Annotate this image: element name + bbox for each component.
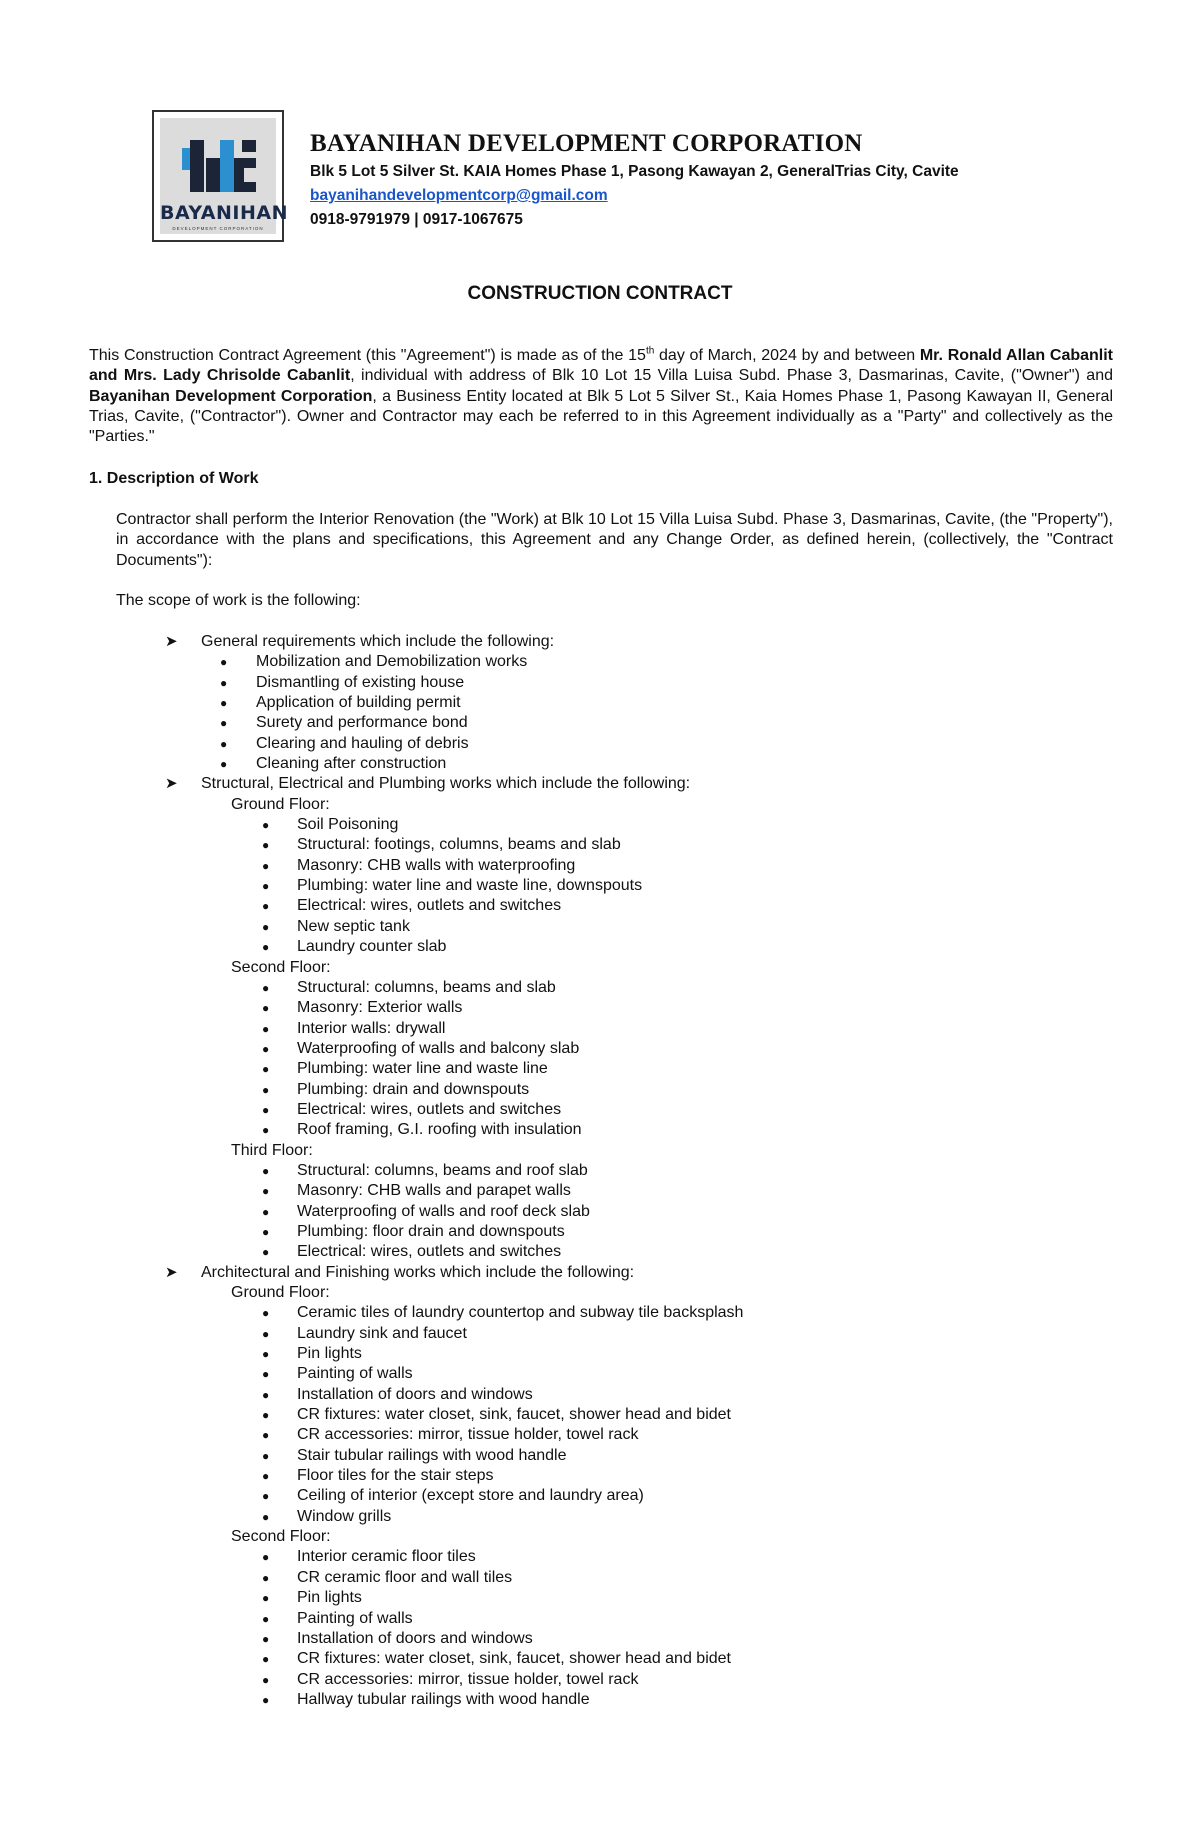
bullet-icon: ● — [262, 1347, 270, 1362]
list-item: ● Interior ceramic floor tiles — [0, 1547, 1200, 1567]
bullet-icon: ● — [262, 1408, 270, 1423]
bullet-icon: ● — [262, 1204, 270, 1219]
floor-label: Second Floor: — [231, 1528, 331, 1546]
list-item: ● CR ceramic floor and wall tiles — [0, 1568, 1200, 1588]
list-item: ● CR accessories: mirror, tissue holder, towel rack — [0, 1425, 1200, 1445]
floor-label: Third Floor: — [231, 1141, 313, 1159]
bullet-icon: ● — [262, 980, 270, 995]
list-item: ● Ceramic tiles of laundry countertop and subway tile backsplash — [0, 1303, 1200, 1323]
company-email-link[interactable]: bayanihandevelopmentcorp@gmail.com — [310, 187, 608, 204]
list-item: ● Electrical: wires, outlets and switches — [0, 896, 1200, 916]
bullet-icon: ● — [262, 1652, 270, 1667]
list-item: ● Clearing and hauling of debris — [0, 734, 1200, 754]
bullet-icon: ● — [262, 1550, 270, 1565]
bullet-icon: ● — [262, 1224, 270, 1239]
bullet-icon: ● — [262, 1041, 270, 1056]
bullet-icon: ● — [262, 940, 270, 955]
document-title: CONSTRUCTION CONTRACT — [467, 283, 733, 304]
list-item: ● Surety and performance bond — [0, 713, 1200, 733]
list-item: ● Soil Poisoning — [0, 815, 1200, 835]
list-item: ● Waterproofing of walls and roof deck slab — [0, 1202, 1200, 1222]
bullet-icon: ● — [220, 675, 228, 690]
list-item: ● Interior walls: drywall — [0, 1019, 1200, 1039]
bullet-icon: ● — [262, 879, 270, 894]
contractor-name: Bayanihan Development Corporation — [89, 387, 373, 405]
list-item: ● Floor tiles for the stair steps — [0, 1466, 1200, 1486]
list-item: ● Plumbing: drain and downspouts — [0, 1080, 1200, 1100]
list-item: ● Plumbing: water line and waste line, downspouts — [0, 876, 1200, 896]
list-item: ● Masonry: Exterior walls — [0, 998, 1200, 1018]
bullet-icon: ● — [262, 1469, 270, 1484]
bullet-icon: ● — [262, 1184, 270, 1199]
floor-label: Second Floor: — [231, 958, 331, 976]
list-item: ● Pin lights — [0, 1344, 1200, 1364]
floor-label: Ground Floor: — [231, 1284, 330, 1301]
intro-text-1: This Construction Contract Agreement (this "Agreement") is made as of the 15 — [89, 347, 646, 364]
logo-subtext: DEVELOPMENT CORPORATION — [172, 226, 264, 231]
bullet-icon: ● — [262, 1102, 270, 1117]
company-phones: 0918-9791979 | 0917-1067675 — [310, 211, 523, 228]
list-item: ● Electrical: wires, outlets and switches — [0, 1100, 1200, 1120]
intro-text-2: day of March, 2024 by and between — [654, 347, 920, 364]
intro-paragraph — [89, 346, 1113, 447]
bullet-icon: ● — [262, 1428, 270, 1443]
scope-list — [0, 632, 1200, 1710]
list-item: ● Ceiling of interior (except store and laundry area) — [0, 1486, 1200, 1506]
intro-ordinal-suffix: th — [645, 345, 655, 357]
bullet-icon: ● — [262, 1489, 270, 1504]
list-item: ● Masonry: CHB walls and parapet walls — [0, 1181, 1200, 1201]
intro-text-4: , a Business Entity located at Blk 5 Lot 5 Silver St., Kaia Homes Phase 1, Pasong Kawayan II, General Trias, Cavite, ("Contractor"). Owner and Contractor may each be referred to in this Agreement individually as a "Party" and collectively as the "Parties." — [89, 387, 1113, 446]
list-item: ● Hallway tubular railings with wood handle — [0, 1690, 1200, 1710]
scope-category: ➤ Architectural and Finishing works which include the following: — [0, 1263, 1200, 1283]
list-item: ● CR fixtures: water closet, sink, faucet, shower head and bidet — [0, 1405, 1200, 1425]
arrow-bullet-icon: ➤ — [165, 1263, 178, 1281]
owner-names: Mr. Ronald Allan Cabanlit and Mrs. Lady Chrisolde Cabanlit — [89, 347, 1114, 385]
bullet-icon: ● — [262, 1611, 270, 1626]
bullet-icon: ● — [262, 1448, 270, 1463]
scope-category: ➤ General requirements which include the following: — [0, 632, 1200, 652]
list-item: ● Plumbing: water line and waste line — [0, 1059, 1200, 1079]
bullet-icon: ● — [220, 696, 228, 711]
list-item: ● Painting of walls — [0, 1364, 1200, 1384]
list-item: ● Laundry sink and faucet — [0, 1324, 1200, 1344]
list-item: ● Installation of doors and windows — [0, 1629, 1200, 1649]
list-item: ● Masonry: CHB walls with waterproofing — [0, 856, 1200, 876]
list-item: ● Roof framing, G.I. roofing with insulation — [0, 1120, 1200, 1140]
list-item: ● CR fixtures: water closet, sink, faucet, shower head and bidet — [0, 1649, 1200, 1669]
bullet-icon: ● — [262, 1245, 270, 1260]
bullet-icon: ● — [262, 1082, 270, 1097]
bullet-icon: ● — [262, 1062, 270, 1077]
bullet-icon: ● — [220, 757, 228, 772]
bullet-icon: ● — [262, 919, 270, 934]
list-item: ● Painting of walls — [0, 1609, 1200, 1629]
section-heading: 1. Description of Work — [89, 470, 259, 487]
list-item: ● Application of building permit — [0, 693, 1200, 713]
bullet-icon: ● — [262, 1001, 270, 1016]
list-item: ● Structural: columns, beams and roof slab — [0, 1161, 1200, 1181]
list-item: ● Stair tubular railings with wood handle — [0, 1446, 1200, 1466]
list-item: ● Plumbing: floor drain and downspouts — [0, 1222, 1200, 1242]
company-name: BAYANIHAN DEVELOPMENT CORPORATION — [310, 130, 863, 157]
list-item: ● Structural: footings, columns, beams and slab — [0, 835, 1200, 855]
list-item: ● Structural: columns, beams and slab — [0, 978, 1200, 998]
list-item: ● Waterproofing of walls and balcony slab — [0, 1039, 1200, 1059]
list-item: ● Electrical: wires, outlets and switches — [0, 1242, 1200, 1262]
bullet-icon: ● — [262, 838, 270, 853]
bullet-icon: ● — [262, 1672, 270, 1687]
bullet-icon: ● — [262, 1631, 270, 1646]
bullet-icon: ● — [262, 818, 270, 833]
bullet-icon: ● — [262, 1591, 270, 1606]
scope-category: ➤ Structural, Electrical and Plumbing works which include the following: — [0, 774, 1200, 794]
list-item: ● Dismantling of existing house — [0, 673, 1200, 693]
scope-intro: The scope of work is the following: — [116, 592, 361, 609]
section-body: Contractor shall perform the Interior Renovation (the "Work) at Blk 10 Lot 15 Villa Luisa Subd. Phase 3, Dasmarinas, Cavite, (the "Property"), in accordance with the plans and specifications, this Agreement and any Change Order, as defined herein, (collectively, the "Contract Documents"): — [116, 511, 1113, 569]
bullet-icon: ● — [262, 858, 270, 873]
bullet-icon: ● — [220, 736, 228, 751]
bullet-icon: ● — [262, 1387, 270, 1402]
bullet-icon: ● — [262, 1367, 270, 1382]
bullet-icon: ● — [262, 1306, 270, 1321]
arrow-bullet-icon: ➤ — [165, 775, 178, 793]
bullet-icon: ● — [262, 1509, 270, 1524]
bullet-icon: ● — [220, 716, 228, 731]
logo-wordmark: BAYANIHAN — [160, 202, 288, 224]
bullet-icon: ● — [262, 1692, 270, 1707]
logo-background — [160, 118, 288, 234]
company-address: Blk 5 Lot 5 Silver St. KAIA Homes Phase 1, Pasong Kawayan 2, GeneralTrias City, Cavite — [310, 163, 959, 180]
bullet-icon: ● — [262, 1123, 270, 1138]
list-item: ● Window grills — [0, 1507, 1200, 1527]
floor-label: Ground Floor: — [231, 795, 330, 813]
list-item: ● New septic tank — [0, 917, 1200, 937]
intro-text-3: , individual with address of Blk 10 Lot 15 Villa Luisa Subd. Phase 3, Dasmarinas, Cavite, ("Owner") and — [350, 367, 1114, 385]
bullet-icon: ● — [262, 1163, 270, 1178]
arrow-bullet-icon: ➤ — [165, 633, 178, 650]
company-logo — [152, 110, 288, 242]
list-item: ● CR accessories: mirror, tissue holder, towel rack — [0, 1670, 1200, 1690]
bullet-icon: ● — [262, 899, 270, 914]
list-item: ● Installation of doors and windows — [0, 1385, 1200, 1405]
list-item: ● Mobilization and Demobilization works — [0, 652, 1200, 672]
list-item: ● Laundry counter slab — [0, 937, 1200, 957]
bullet-icon: ● — [262, 1326, 270, 1341]
bullet-icon: ● — [262, 1570, 270, 1585]
bullet-icon: ● — [262, 1021, 270, 1036]
list-item: ● Pin lights — [0, 1588, 1200, 1608]
list-item: ● Cleaning after construction — [0, 754, 1200, 774]
bullet-icon: ● — [220, 655, 228, 670]
